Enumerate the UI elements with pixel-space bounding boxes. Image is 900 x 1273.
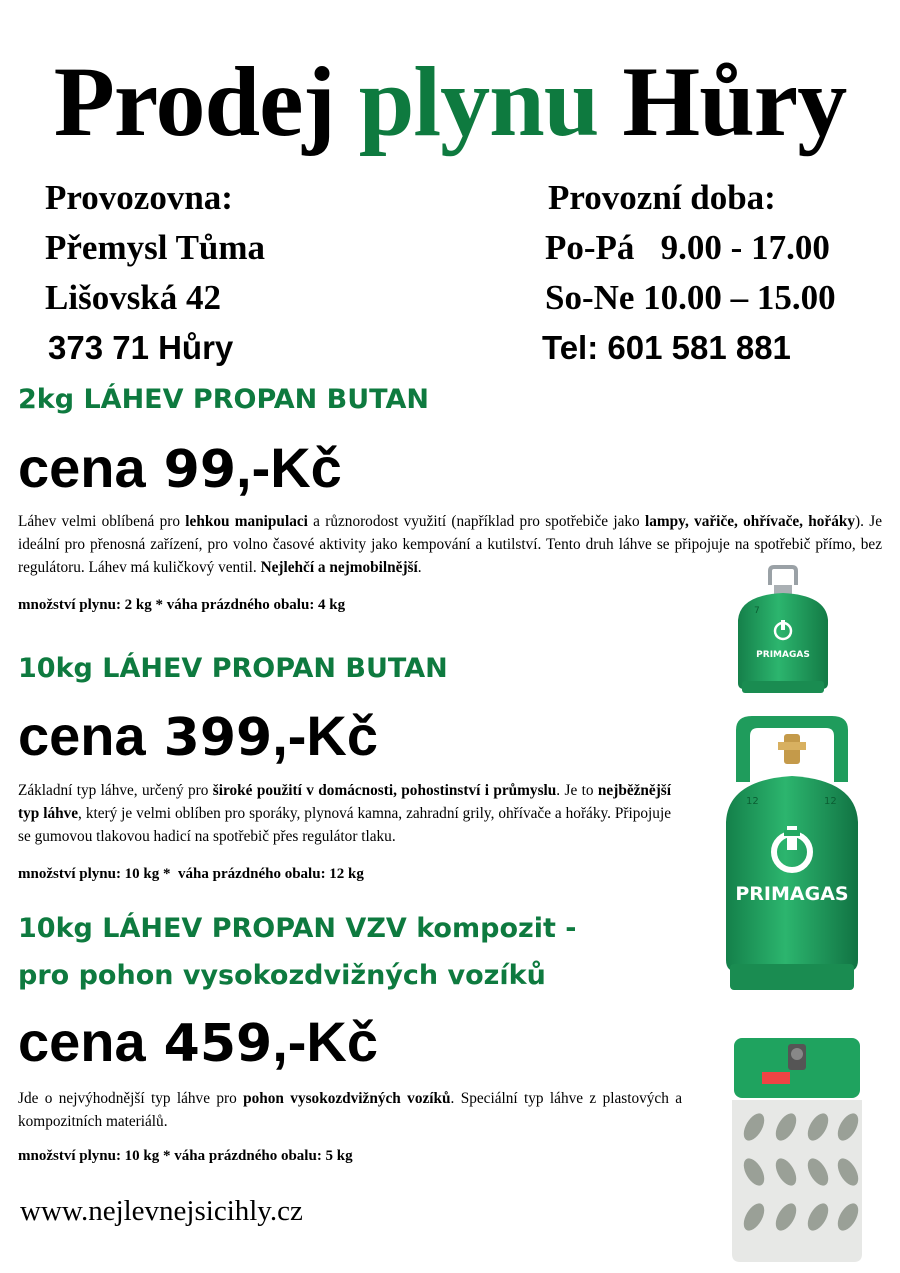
- product-desc-10kg: [18, 779, 671, 848]
- price-value: 99: [163, 440, 237, 500]
- product-heading-10kg: 10kg LÁHEV PROPAN BUTAN: [18, 653, 448, 684]
- hours-weekend: So-Ne 10.00 – 15.00: [545, 278, 836, 317]
- svg-text:PRIMAGAS: PRIMAGAS: [735, 883, 849, 905]
- price-label: cena: [18, 1010, 146, 1073]
- desc-text: , který je velmi oblíben pro sporáky, plynová kamna, zahradní grily, ohřívače a hořáky. Připojuje se gumovou tlakovou hadicí na spotřebič přes regulátor tlaku.: [18, 805, 671, 845]
- phone-number: Tel: 601 581 881: [542, 329, 791, 366]
- shop-owner-name: Přemysl Tůma: [45, 228, 266, 267]
- product-qty-vzv: množství plynu: 10 kg * váha prázdného obalu: 5 kg: [18, 1148, 353, 1164]
- desc-bold: pohon vysokozdvižných vozíků: [243, 1090, 451, 1107]
- gas-cylinder-10kg-image: [718, 712, 866, 997]
- website-url: www.nejlevnejsicihly.cz: [20, 1195, 303, 1227]
- desc-bold: Nejlehčí a nejmobilnější: [260, 559, 418, 576]
- svg-text:12: 12: [824, 796, 837, 807]
- desc-text: Láhev velmi oblíbená pro: [18, 513, 186, 530]
- desc-text: . Speciální typ láhve z plastových a kompozitních materiálů.: [18, 1090, 683, 1130]
- svg-text:12: 12: [746, 796, 759, 807]
- price-suffix: ,-Kč: [272, 704, 378, 767]
- price-value: 399: [163, 708, 273, 768]
- shop-city: 373 71 Hůry: [48, 329, 234, 366]
- hours-label: Provozní doba:: [548, 178, 776, 217]
- gas-cylinder-composite-image: [726, 1032, 868, 1264]
- desc-text: Základní typ láhve, určený pro: [18, 782, 213, 799]
- price-value: 459: [163, 1014, 273, 1074]
- product-price-2kg: [18, 436, 342, 502]
- product-price-vzv: [18, 1010, 378, 1076]
- hours-weekdays: Po-Pá 9.00 - 17.00: [545, 228, 830, 267]
- desc-bold: lampy, vařiče, ohřívače, hořáky: [645, 513, 856, 530]
- price-suffix: ,-Kč: [236, 436, 342, 499]
- title-part-hury: Hůry: [598, 46, 847, 157]
- price-label: cena: [18, 704, 146, 767]
- desc-text: .: [417, 559, 422, 576]
- desc-bold: široké použití v domácnosti, pohostinství i průmyslu: [212, 782, 557, 799]
- svg-text:PRIMAGAS: PRIMAGAS: [756, 650, 810, 660]
- product-heading-2kg: 2kg LÁHEV PROPAN BUTAN: [18, 384, 429, 415]
- desc-bold: lehkou manipulaci: [185, 513, 308, 530]
- product-qty-2kg: množství plynu: 2 kg * váha prázdného obalu: 4 kg: [18, 597, 346, 613]
- product-price-10kg: [18, 704, 378, 770]
- shop-label: Provozovna:: [45, 178, 233, 217]
- desc-text: a různorodost využití (například pro spotřebiče jako: [307, 513, 645, 530]
- desc-text: Jde o nejvýhodnější typ láhve pro: [18, 1090, 244, 1107]
- desc-text: . Je to: [556, 782, 598, 799]
- price-label: cena: [18, 436, 146, 499]
- svg-text:7: 7: [754, 606, 760, 616]
- desc-bold: nejběžnější typ láhve: [18, 782, 671, 822]
- desc-text: ). Je ideální pro přenosná zařízení, pro volno časové aktivity jako kempování a kutilství. Tento druh láhve se připojuje na spotřebič přímo, bez regulátoru. Láhev má kuličkový ventil.: [18, 513, 882, 576]
- title-part-prodej: Prodej: [53, 46, 359, 157]
- title-part-plynu: plynu: [358, 46, 599, 157]
- shop-street: Lišovská 42: [45, 278, 222, 317]
- product-heading-vzv-line2: pro pohon vysokozdvižných vozíků: [18, 960, 546, 991]
- product-desc-vzv: [18, 1087, 682, 1133]
- product-heading-vzv: 10kg LÁHEV PROPAN VZV kompozit -: [18, 913, 577, 944]
- product-qty-10kg: množství plynu: 10 kg * váha prázdného obalu: 12 kg: [18, 866, 364, 882]
- price-suffix: ,-Kč: [272, 1010, 378, 1073]
- gas-cylinder-2kg-image: [728, 565, 838, 695]
- page-title: [0, 42, 900, 162]
